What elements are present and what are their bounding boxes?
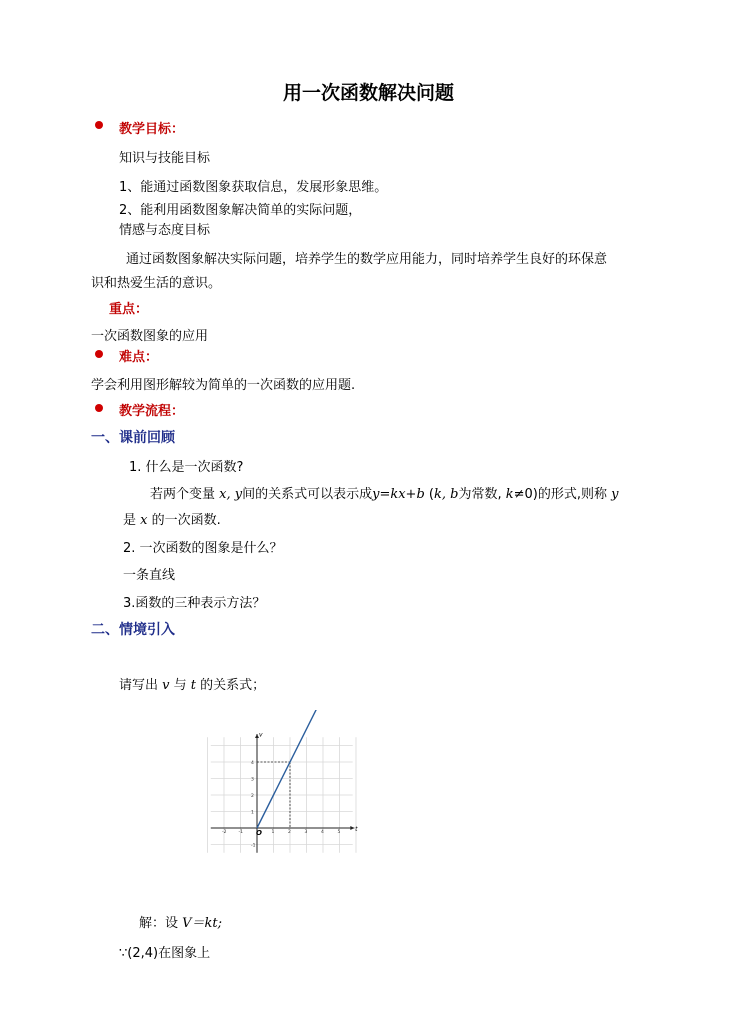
question-2: 2. 一次函数的图象是什么？: [123, 541, 283, 556]
x-tick-label: -2: [222, 830, 227, 835]
x-axis-label: t: [355, 826, 358, 833]
x-tick-label: 5: [337, 830, 341, 835]
velocity-time-chart: [200, 710, 360, 860]
answer-1-line1: [150, 483, 619, 502]
prompt-text: [119, 674, 265, 693]
answer-1-text: ≠0)的形式,则称: [513, 487, 612, 502]
section1-heading: 一、课前回顾: [91, 430, 175, 446]
answer-1-vars: x, y: [219, 487, 243, 502]
answer-1-text: 间的关系式可以表示成: [242, 487, 373, 502]
objective-paragraph-line1: 通过函数图象解决实际问题，培养学生的数学应用能力，同时培养学生良好的环保意: [126, 252, 608, 267]
question-1: 1. 什么是一次函数?: [129, 460, 244, 475]
bullet-icon: [95, 350, 103, 358]
chart-grid: [208, 737, 357, 860]
solution-line: [139, 912, 222, 931]
y-tick-label: 1: [251, 810, 254, 816]
y-tick-label: -1: [251, 843, 256, 849]
difficulty-heading: 难点：: [119, 350, 159, 365]
objective-item-2: 2、能利用函数图象解决简单的实际问题，: [119, 203, 362, 218]
answer-1-text: (: [424, 487, 434, 502]
prompt-part: 与: [169, 678, 191, 693]
answer-1-line2: [123, 509, 221, 528]
x-axis-arrow: [350, 826, 354, 830]
solution-text: 解：设: [139, 916, 183, 931]
x-tick-label: 4: [321, 830, 324, 835]
chart-axes: [211, 731, 358, 852]
x-tick-label: 2: [288, 830, 291, 835]
y-tick-label: 3: [251, 777, 254, 783]
prompt-t: t: [190, 678, 196, 693]
objective-item-1: 1、能通过函数图象获取信息，发展形象思维。: [119, 180, 388, 195]
emotion-heading: 情感与态度目标: [119, 223, 211, 238]
bullet-icon: [95, 404, 103, 412]
answer-1-text: 的一次函数.: [147, 513, 221, 528]
because-line: ∵(2,4)在图象上: [119, 946, 211, 961]
objective-paragraph-line2: 识和热爱生活的意识。: [91, 276, 222, 291]
y-axis-label: v: [259, 731, 263, 739]
answer-1-text: 若两个变量: [150, 487, 220, 502]
answer-1-x: x: [140, 513, 148, 528]
key-point-heading: 重点：: [109, 302, 149, 317]
knowledge-heading: 知识与技能目标: [119, 151, 211, 166]
section2-heading: 二、情境引入: [91, 622, 175, 638]
answer-1-formula: y=kx+b: [372, 487, 425, 502]
answer-1-y: y: [611, 487, 619, 502]
x-tick-label: -1: [238, 830, 243, 835]
answer-1-text: 是: [123, 513, 141, 528]
prompt-part: 的关系式；: [196, 678, 266, 693]
prompt-v: v: [162, 678, 170, 693]
difficulty-text: 学会利用图形解较为简单的一次函数的应用题.: [91, 378, 356, 393]
page-title: 用一次函数解决问题: [282, 82, 454, 104]
y-tick-label: 2: [251, 794, 254, 799]
solution-formula: V＝kt;: [182, 916, 223, 931]
answer-1-constants: k, b: [434, 487, 459, 502]
prompt-part: 请写出: [119, 678, 163, 693]
question-3: 3.函数的三种表示方法？: [123, 596, 266, 611]
key-point-text: 一次函数图象的应用: [91, 329, 209, 344]
y-tick-label: 4: [251, 761, 254, 766]
bullet-icon: [95, 121, 103, 129]
x-tick-label: 3: [304, 830, 308, 835]
objectives-heading: 教学目标：: [119, 122, 185, 137]
flow-heading: 教学流程：: [119, 404, 185, 419]
x-tick-label: 1: [271, 830, 275, 835]
answer-2: 一条直线: [123, 568, 176, 583]
answer-1-text: 为常数,: [458, 487, 506, 502]
origin-label: O: [256, 829, 262, 837]
answer-1-k: k: [505, 487, 514, 502]
